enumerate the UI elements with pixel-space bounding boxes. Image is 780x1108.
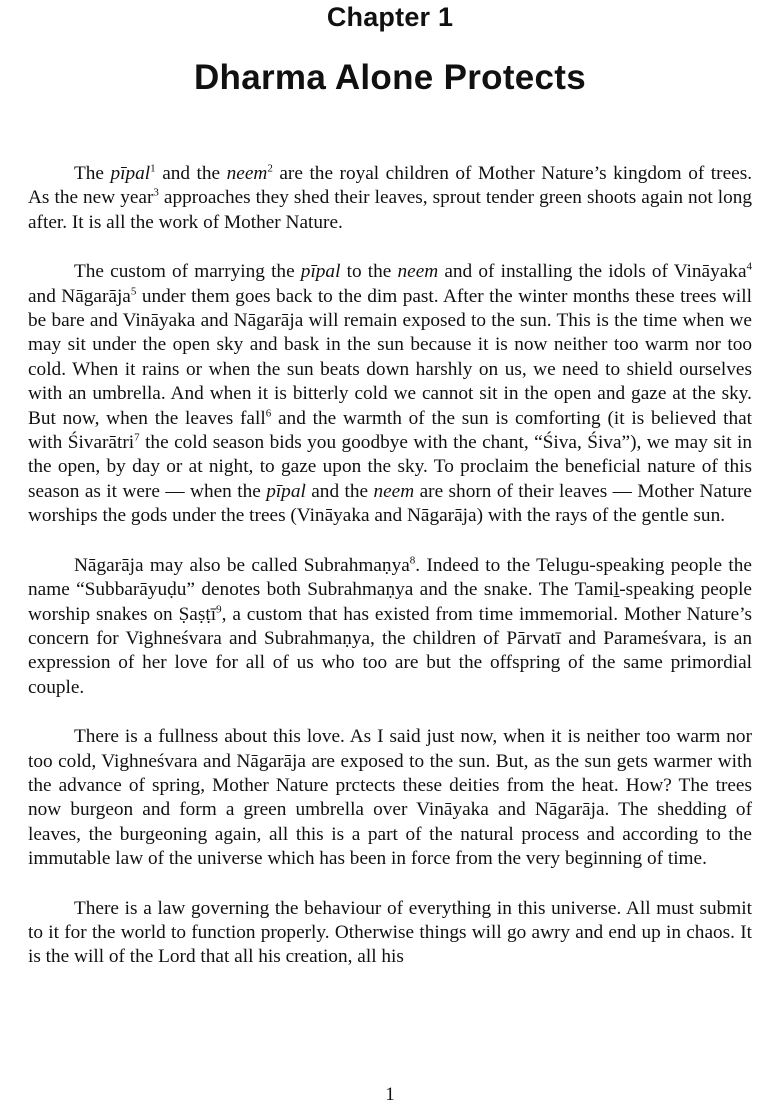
italic-term: neem (226, 163, 268, 184)
footnote-marker: 6 (265, 407, 272, 420)
text-run: The (74, 163, 111, 184)
text-run: and the warmth of the sun is comforting (it is believed that with Śivarātri (28, 407, 753, 454)
italic-term: pīpal (266, 480, 306, 502)
paragraph-5 (28, 897, 752, 970)
text-run: and of installing the idols of Vināyaka (438, 261, 747, 283)
text-run: under them goes back to the dim past. After the winter months these trees will be bare and Vināyaka and Nāgarāja will remain exposed to the sun. This is the time when we may sit under the open sky and bask in the sun because it is now neither too warm nor too cold. When it rains or when the sun beats down harshly on us, we need to shield ourselves with an umbrella. And when it is bitterly cold we cannot sit in the open and gaze at the sky. But now, when the leaves fall (28, 285, 752, 429)
text-run: and Nāgarāja (28, 285, 131, 307)
text-run: to the (340, 261, 398, 283)
italic-term: pīpal (300, 261, 341, 283)
text-run: There is a fullness about this love. As I said just now, when it is neither too warm nor too cold, Vighneśvara and Nāgarāja are exposed to the sun. But, as the sun gets warmer with the advance of spring, Mother Nature prctects these deities from the heat. How? The trees now burgeon and form a green umbrella over Vināyaka and Nāgarāja. The shedding of leaves, the burgeoning again, all this is a part of the natural process and according to the immutable law of the universe which has been in force from the very beginning of time. (28, 726, 752, 870)
text-run: The custom of marrying the (74, 261, 301, 283)
footnote-marker: 2 (267, 162, 273, 175)
footnote-marker: 1 (150, 162, 156, 175)
text-run: and the (305, 480, 374, 502)
footnote-marker: 7 (134, 431, 140, 444)
text-run: and the (155, 163, 227, 184)
italic-term: pīpal (110, 163, 151, 184)
text-run: Nāgarāja may also be called Subrahmaṇya (74, 554, 410, 576)
text-run: There is a law governing the behaviour of everything in this universe. All must submit to it for the world to function properly. Otherwise things will go awry and end up in chaos. It is the will of the Lord that all his creation, all his (28, 897, 752, 968)
italic-term: neem (397, 261, 439, 283)
footnote-marker: 9 (216, 603, 222, 616)
text-run: are the royal children of Mother Nature’s kingdom of trees. As the new year (28, 163, 753, 209)
paragraph-3 (28, 554, 752, 700)
chapter-label: Chapter 1 (326, 2, 454, 32)
footnote-marker: 5 (130, 285, 137, 298)
body-text (28, 162, 752, 970)
text-run: . Indeed to the Telugu-speaking people the name “Subbarāyuḍu” denotes both Subrahmaṇya and the snake. The Tamiḻ-speaking people worship snakes on Ṣaṣṭī (28, 554, 752, 625)
text-run: the cold season bids you goodbye with the chant, “Śiva, Śiva”), we may sit in the open, by day or at night, to gaze upon the sky. To proclaim the beneficial nature of this season as it were — when the (28, 432, 752, 502)
text-run: approaches they shed their leaves, sprout tender green shoots again not long after. It is all the work of Mother Nature. (28, 187, 752, 233)
italic-term: neem (373, 480, 415, 502)
paragraph-2 (28, 260, 752, 528)
footnote-marker: 3 (153, 186, 159, 199)
text-run: , a custom that has existed from time immemorial. Mother Nature’s concern for Vighneśvara and Subrahmaṇya, the children of Pārvatī and Parameśvara, is an expression of her love for all of us who too are but the offspring of the same primordial couple. (28, 603, 752, 698)
text-run: are shorn of their leaves — Mother Nature worships the gods under the trees (Vināyaka and Nāgarāja) with the rays of the gentle sun. (28, 480, 752, 527)
paragraph-1 (28, 162, 752, 235)
footnote-marker: 8 (409, 554, 416, 567)
paragraph-4 (28, 725, 752, 871)
footnote-marker: 4 (746, 260, 752, 273)
page-number: 1 (385, 1084, 395, 1105)
chapter-title: Dharma Alone Protects (193, 58, 587, 97)
